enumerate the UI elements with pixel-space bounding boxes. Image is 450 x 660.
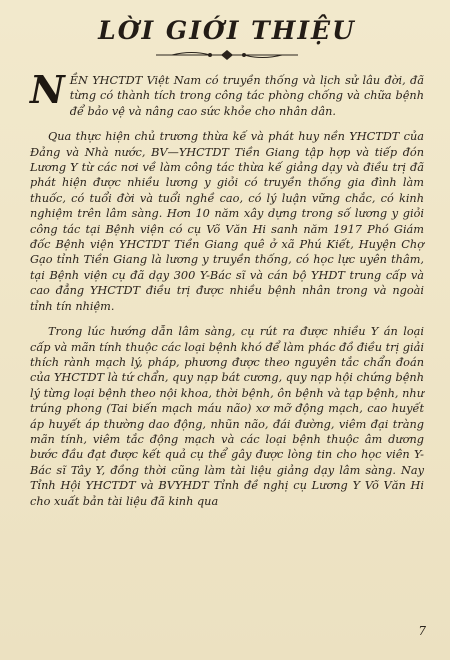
paragraph-text: ỀN YHCTDT Việt Nam có truyền thống và lịch sử lâu đời, đã từng có thành tích trong công tác phòng chống và chữa bệnh để bảo vệ và nâng cao sức khỏe cho nhân dân.: [69, 74, 424, 118]
drop-cap: N: [30, 67, 65, 112]
paragraph: Trong lúc hướng dẫn lâm sàng, cụ rút ra được nhiều Y án loại cấp và mãn tính thuộc các loại bệnh khó để làm phác đồ điều trị giải thích rành mạch lý, pháp, phương được theo nguyên tắc chẩn đoán của YHCTDT là tứ chẩn, quy nạp bát cương, quy nạp hội chứng bệnh lý từng loại bệnh theo nội khoa, thời bệnh, ôn bệnh và tạp bệnh, như trúng phong (Tai biến mạch máu não) xơ mỡ động mạch, cao huyết áp huyết áp thường dao động, nhũn não, đái đường, viêm đại tràng mãn tính, viêm tắc động mạch và các loại bệnh thuộc âm dương bước đầu đạt được kết quả cụ thể gây được lòng tin cho học viên Y-Bác sĩ Tây Y, đồng thời cũng làm tài liệu giảng dạy lâm sàng. Nay Tỉnh Hội YHCTDT và BVYHDT Tỉnh đề nghị cụ Lương Y Võ Văn Hi cho xuất bản tài liệu đã kinh qua: [30, 325, 424, 508]
intro-paragraph: [30, 67, 424, 119]
title-ornament: [152, 49, 302, 61]
page-title: LỜI GIỚI THIỆU: [98, 16, 356, 45]
paragraph: Qua thực hiện chủ trương thừa kế và phát huy nền YHCTDT của Đảng và Nhà nước, BV—YHCTDT Tiền Giang tập hợp và tiếp đón Lương Y từ các nơi về làm công tác thừa kế giảng dạy và điều trị đã phát hiện được nhiều lương y giỏi có truyền thống gia đình làm thuốc, có tuổi đời và tuổi nghề cao, có lý luận vững chắc, có kinh nghiệm trên lâm sàng. Hơn 10 năm xây dựng trong số lương y giỏi công tác tại Bệnh viện có cụ Võ Văn Hi sanh năm 1917 Phó Giám đốc Bệnh viện YHCTDT Tiền Giang quê ở xã Phú Kiết, Huyện Chợ Gạo tỉnh Tiền Giang là lương y truyền thống, có học lực uyên thâm, tại Bệnh viện cụ đã dạy 300 Y-Bác sĩ và cán bộ YHDT trung cấp và cao đẳng YHCTDT điều trị được nhiều bệnh nhân trong và ngoài tỉnh tín nhiệm.: [30, 130, 424, 313]
page-number: 7: [418, 624, 426, 638]
